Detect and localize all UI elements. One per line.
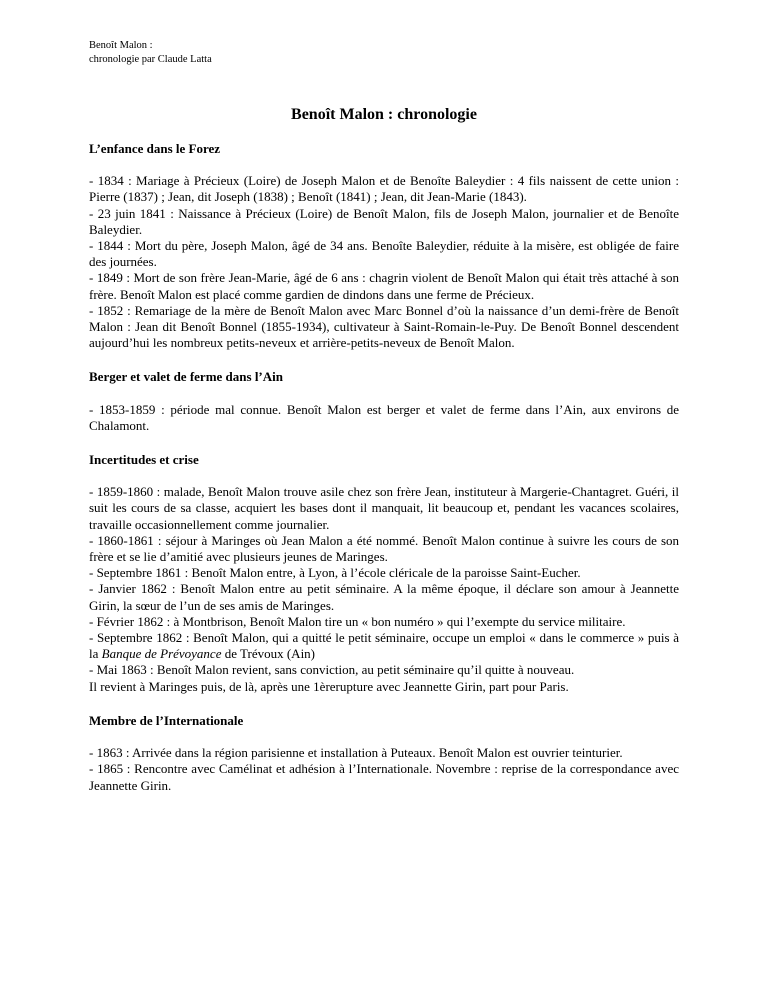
section-berger xyxy=(89,369,679,434)
chronology-entry: Il revient à Maringes puis, de là, après une 1èrerupture avec Jeannette Girin, part pour Paris. xyxy=(89,678,569,694)
section-heading: L’enfance dans le Forez xyxy=(89,141,221,156)
chronology-entry: - 1852 : Remariage de la mère de Benoît Malon avec Marc Bonnel d’où la naissance d’un demi-frère de Benoît Malon : Jean dit Benoît Bonnel (1855-1934), cultivateur à Saint-Romain-le-Puy. De Benoît Bonnel descendent aujourd’hui les nombreux petits-neveux et arrière-petits-neveux de Benoît Malon. xyxy=(89,302,679,351)
section-heading: Incertitudes et crise xyxy=(89,452,199,468)
header-line-1: Benoît Malon : xyxy=(89,40,153,51)
chronology-entry: - 1865 : Rencontre avec Camélinat et adhésion à l’Internationale. Novembre : reprise de la correspondance avec Jeannette Girin. xyxy=(89,761,679,793)
chronology-entry: - Septembre 1861 : Benoît Malon entre, à Lyon, à l’école cléricale de la paroisse Saint-Eucher. xyxy=(89,565,581,581)
section-enfance xyxy=(89,141,679,351)
chronology-entry: - 1844 : Mort du père, Joseph Malon, âgé de 34 ans. Benoîte Baleydier, réduite à la misère, est obligée de faire des journées. xyxy=(89,238,679,270)
document-title: Benoît Malon : chronologie xyxy=(291,106,477,123)
chronology-entry: - Mai 1863 : Benoît Malon revient, sans conviction, au petit séminaire qu’il quitte à nouveau. xyxy=(89,662,575,678)
section-heading: Membre de l’Internationale xyxy=(89,712,244,728)
chronology-entry: - 1860-1861 : séjour à Maringes où Jean Malon a été nommé. Benoît Malon continue à suivre les cours de son frère et se lie d’amitié avec plusieurs jeunes de Maringes. xyxy=(89,532,679,565)
chronology-entry: - 1863 : Arrivée dans la région parisienne et installation à Puteaux. Benoît Malon est ouvrier teinturier. xyxy=(89,745,623,761)
header-line-2: chronologie par Claude Latta xyxy=(89,54,212,65)
chronology-entry: - 1849 : Mort de son frère Jean-Marie, âgé de 6 ans : chagrin violent de Benoît Malon qui était très attaché à son frère. Benoît Malon est placé comme gardien de dindons dans une ferme de Précieux. xyxy=(89,270,679,302)
chronology-entry: - 23 juin 1841 : Naissance à Précieux (Loire) de Benoît Malon, fils de Joseph Malon, journalier et de Benoîte Baleydier. xyxy=(89,205,679,237)
entry-italic-text: Banque de Prévoyance xyxy=(101,646,222,662)
chronology-entry: - 1834 : Mariage à Précieux (Loire) de Joseph Malon et de Benoîte Baleydier : 4 fils naissent de cette union : Pierre (1837) ; Jean, dit Joseph (1838) ; Benoît (1841) ; Jean, dit Jean-Marie (1843). xyxy=(89,173,679,205)
section-incertitudes xyxy=(89,452,679,695)
chronology-entry: - 1859-1860 : malade, Benoît Malon trouve asile chez son frère Jean, instituteur à Margerie-Chantagret. Guéri, il suit les cours de sa classe, acquiert les bases dont il manquait, lit beaucoup et, pendant les vacances scolaires, travaille occasionnellement comme journalier. xyxy=(89,484,679,532)
section-heading: Berger et valet de ferme dans l’Ain xyxy=(89,369,283,385)
chronology-entry: - Février 1862 : à Montbrison, Benoît Malon tire un « bon numéro » qui l’exempte du service militaire. xyxy=(89,613,626,629)
entry-text: de Trévoux (Ain) xyxy=(221,646,316,662)
chronology-entry: - Janvier 1862 : Benoît Malon entre au petit séminaire. A la même époque, il déclare son amour à Jeannette Girin, la sœur de l’un de ses amis de Maringes. xyxy=(89,581,679,613)
document-body xyxy=(89,141,679,812)
chronology-entry: - 1853-1859 : période mal connue. Benoît Malon est berger et valet de ferme dans l’Ain, aux environs de Chalamont. xyxy=(89,401,679,433)
section-internationale xyxy=(89,713,679,794)
chronology-entry xyxy=(89,630,679,662)
entry-text: - Septembre 1862 : Benoît Malon, qui a quitté le petit séminaire, occupe un emploi « dans le commerce » puis à la xyxy=(89,630,679,662)
running-header xyxy=(89,39,212,67)
